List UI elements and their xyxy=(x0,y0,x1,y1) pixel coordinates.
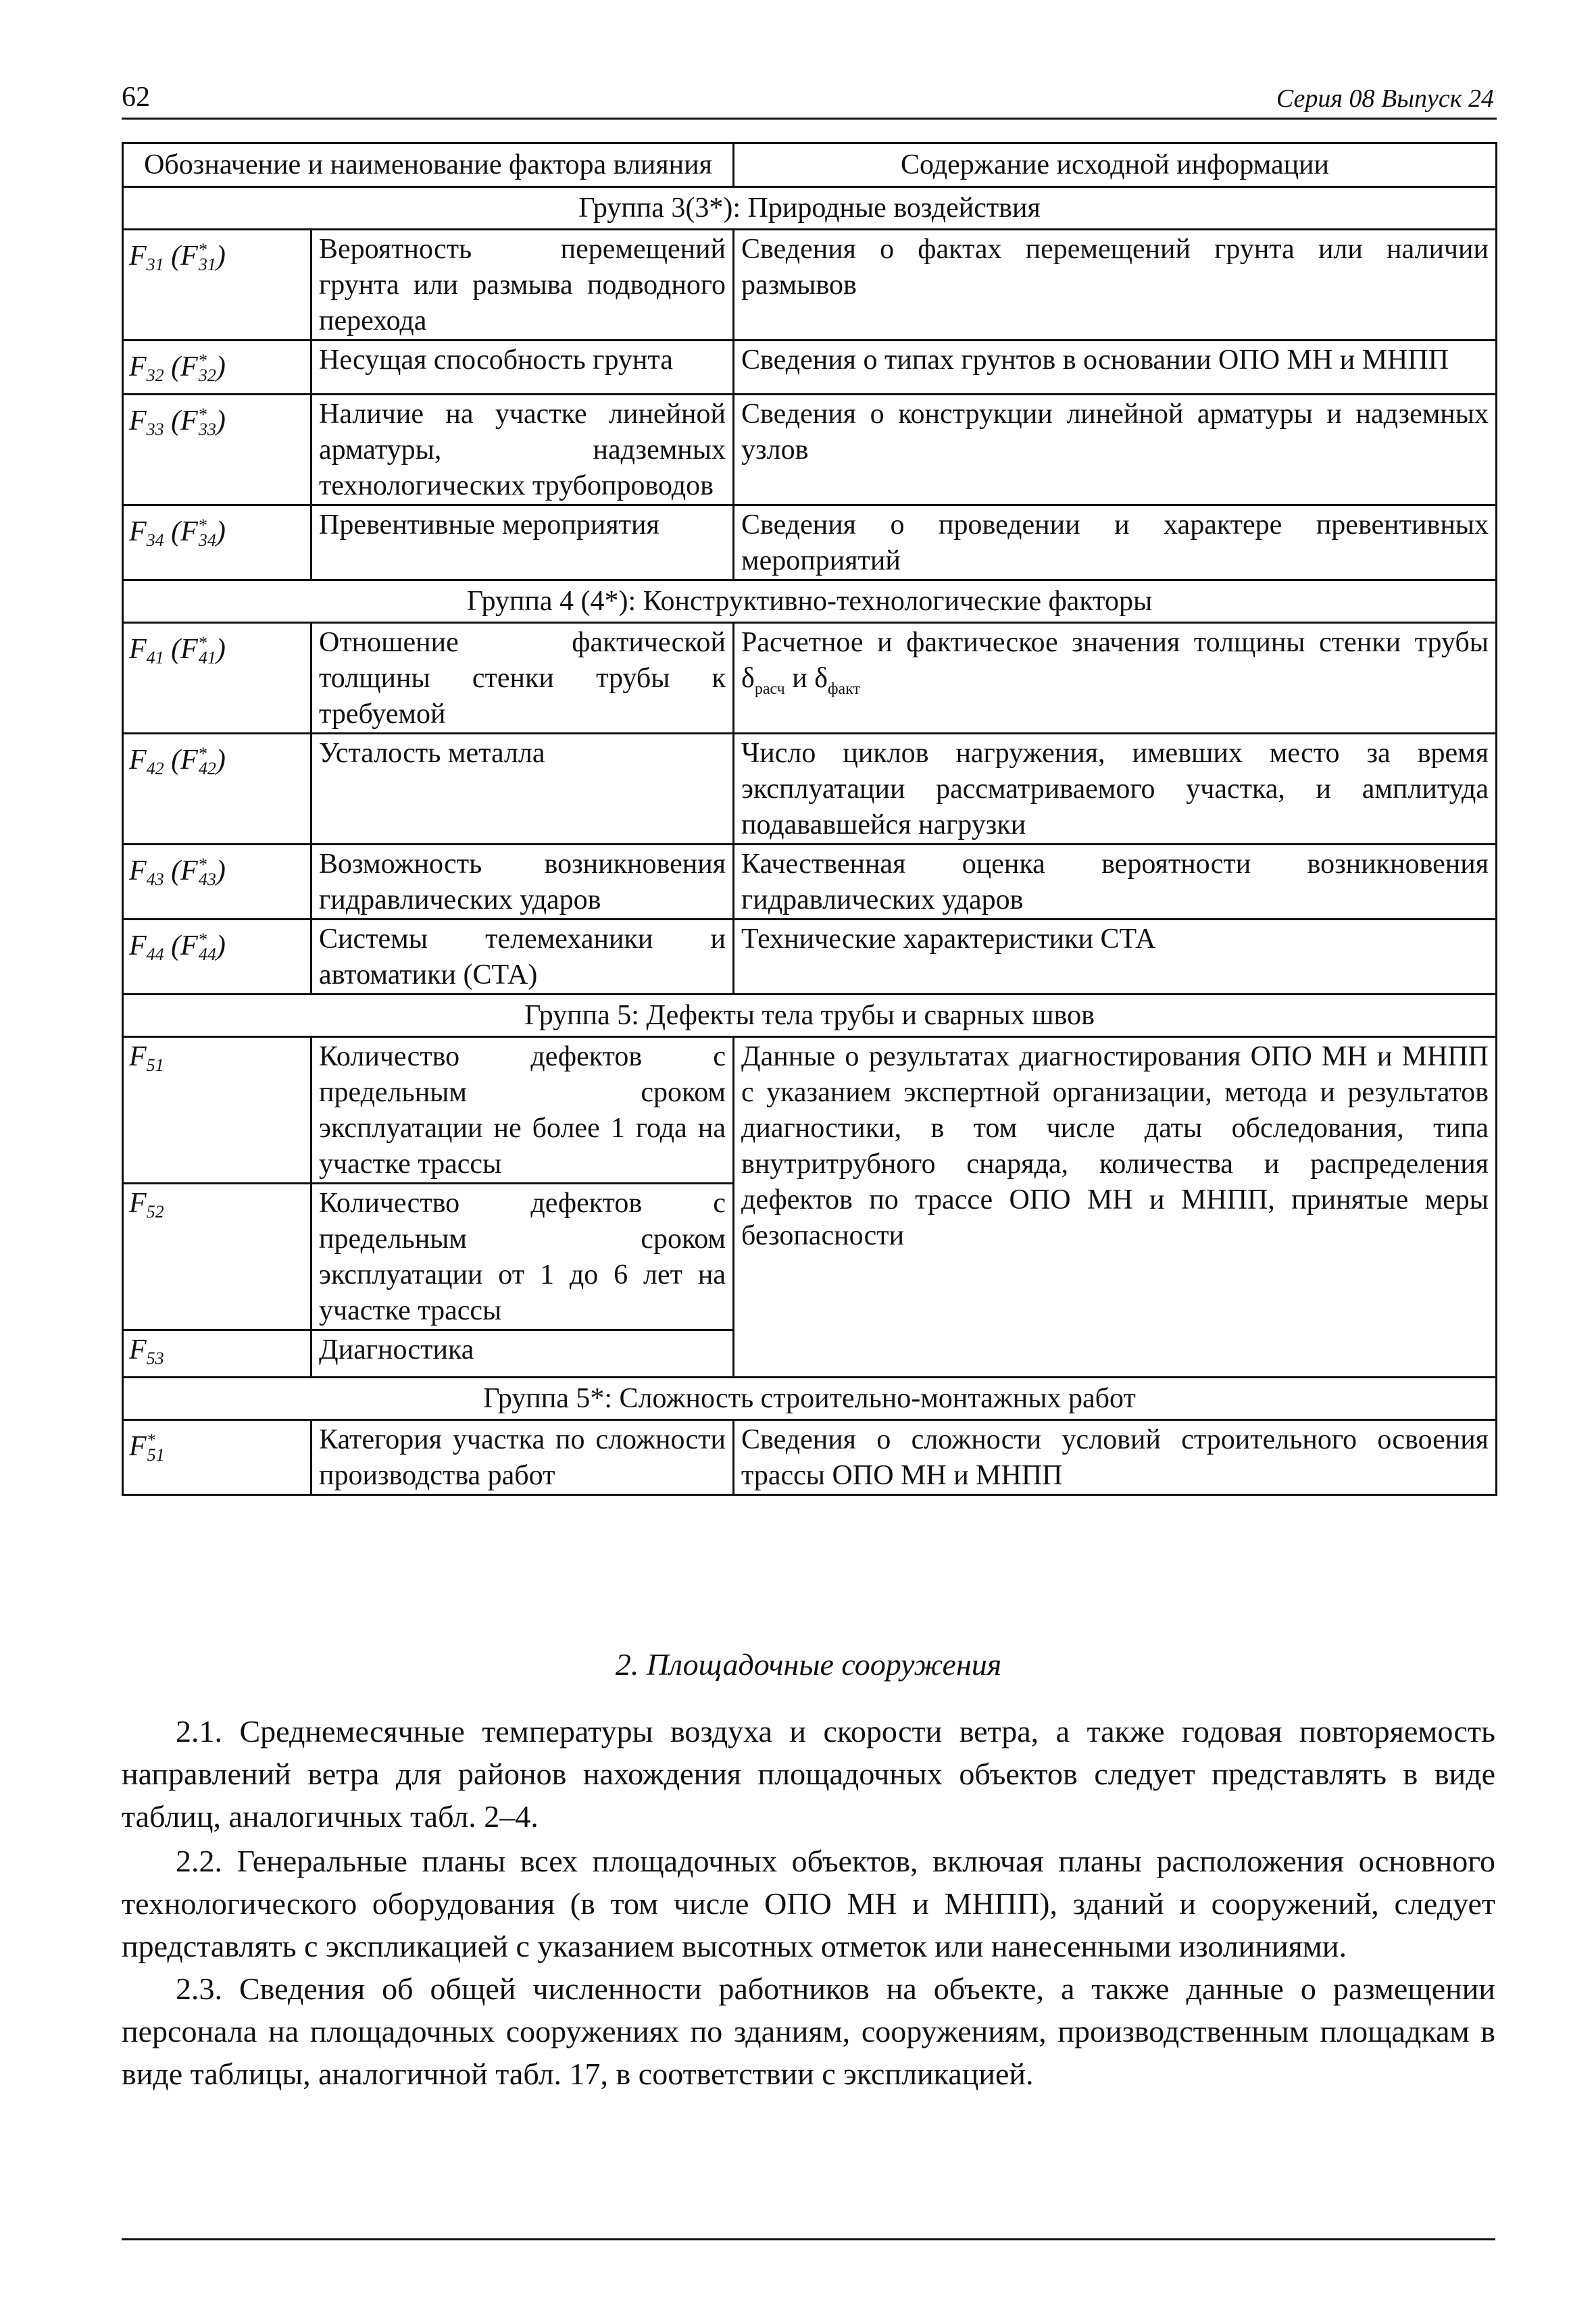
table-row xyxy=(123,341,1497,395)
factor-code: $F_{51}$ xyxy=(123,1037,311,1184)
factor-info: Сведения о конструкции линейной арматуры и надземных узлов xyxy=(734,395,1497,505)
factor-name: Количество дефектов с предельным сроком эксплуатации не более 1 года на участке трассы xyxy=(311,1037,734,1184)
group-title: Группа 3(3*): Природные воздействия xyxy=(123,187,1497,230)
group-title: Группа 5*: Сложность строительно-монтажных работ xyxy=(123,1378,1497,1420)
page-number: 62 xyxy=(122,82,150,113)
page-header xyxy=(122,81,1497,120)
factor-info: Число циклов нагружения, имевших место за время эксплуатации рассматриваемого участка, и амплитуда подававшейся нагрузки xyxy=(734,734,1497,845)
factor-name: Возможность возникновения гидравлических ударов xyxy=(311,845,734,920)
factor-code: $F_{44}$ $(F^*_{44})$ xyxy=(123,920,311,995)
paragraph: 2.2. Генеральные планы всех площадочных объектов, включая планы расположения основного технологического оборудования (в том числе ОПО МН и МНПП), зданий и сооружений, следует представлять с экспликацией с указанием высотных отметок или нанесенными изолиниями. xyxy=(122,1844,1495,1963)
factor-name: Количество дефектов с предельным сроком эксплуатации от 1 до 6 лет на участке трассы xyxy=(311,1184,734,1330)
table-header-row xyxy=(123,143,1497,187)
factor-code: $F^*_{51}$ xyxy=(123,1420,311,1495)
factor-info: Расчетное и фактическое значения толщины стенки трубы $\delta_{расч}$ и $\delta_{факт}$ xyxy=(734,623,1497,734)
paragraph: 2.3. Сведения об общей численности работников на объекте, а также данные о размещении персонала на площадочных сооружениях по зданиям, сооружениям, производственным площадкам в виде таблицы, аналогичной табл. 17, в соответствии с экспликацией. xyxy=(122,1971,1495,2091)
factor-name: Отношение фактической толщины стенки трубы к требуемой xyxy=(311,623,734,734)
section-title: 2. Площадочные сооружения xyxy=(615,1647,1002,1682)
factor-code: $F_{31}$ $(F^*_{31})$ xyxy=(123,230,311,341)
factor-code: $F_{52}$ xyxy=(123,1184,311,1330)
table-row xyxy=(123,734,1497,845)
factor-info: Сведения о проведении и характере превентивных мероприятий xyxy=(734,505,1497,580)
factor-name: Категория участка по сложности производства работ xyxy=(311,1420,734,1495)
factor-code: $F_{41}$ $(F^*_{41})$ xyxy=(123,623,311,734)
column-header-factor: Обозначение и наименование фактора влияния xyxy=(123,143,734,187)
paragraph: 2.1. Среднемесячные температуры воздуха и скорости ветра, а также годовая повторяемость направлений ветра для районов нахождения площадочных объектов следует представлять в виде таблиц, аналогичных табл. 2–4. xyxy=(122,1714,1495,1834)
factor-code: $F_{43}$ $(F^*_{43})$ xyxy=(123,845,311,920)
factor-info: Сведения о типах грунтов в основании ОПО МН и МНПП xyxy=(734,341,1497,395)
series-title: Серия 08 Выпуск 24 xyxy=(1276,84,1494,113)
factor-info: Сведения о сложности условий строительного освоения трассы ОПО МН и МНПП xyxy=(734,1420,1497,1495)
factor-code: $F_{42}$ $(F^*_{42})$ xyxy=(123,734,311,845)
factor-info: Сведения о фактах перемещений грунта или наличии размывов xyxy=(734,230,1497,341)
factor-code: $F_{32}$ $(F^*_{32})$ xyxy=(123,341,311,395)
column-header-info: Содержание исходной информации xyxy=(734,143,1497,187)
factor-info-shared: Данные о результатах диагностирования ОПО МН и МНПП с указанием экспертной организации, метода и результатов диагностики, в том числе даты обследования, типа внутритрубного снаряда, количества и распределения дефектов по трассе ОПО МН и МНПП, принятые меры безопасности xyxy=(734,1037,1497,1378)
group-title: Группа 4 (4*): Конструктивно-технологические факторы xyxy=(123,580,1497,623)
table-row xyxy=(123,505,1497,580)
table-row xyxy=(123,230,1497,341)
table-row xyxy=(123,845,1497,920)
factor-info: Технические характеристики СТА xyxy=(734,920,1497,995)
factor-name: Диагностика xyxy=(311,1330,734,1378)
footer-rule xyxy=(122,2238,1495,2240)
table-row xyxy=(123,395,1497,505)
table-row xyxy=(123,1420,1497,1495)
table-row xyxy=(123,623,1497,734)
factor-code: $F_{33}$ $(F^*_{33})$ xyxy=(123,395,311,505)
factors-table xyxy=(122,142,1497,1496)
factor-name: Наличие на участке линейной арматуры, надземных технологических трубопроводов xyxy=(311,395,734,505)
factor-name: Вероятность перемещений грунта или размыва подводного перехода xyxy=(311,230,734,341)
table-row xyxy=(123,920,1497,995)
group-title: Группа 5: Дефекты тела трубы и сварных швов xyxy=(123,995,1497,1037)
factor-name: Усталость металла xyxy=(311,734,734,845)
factor-code: $F_{34}$ $(F^*_{34})$ xyxy=(123,505,311,580)
factor-name: Несущая способность грунта xyxy=(311,341,734,395)
factor-code: $F_{53}$ xyxy=(123,1330,311,1378)
table-row xyxy=(123,1037,1497,1184)
factor-name: Превентивные мероприятия xyxy=(311,505,734,580)
factor-info: Качественная оценка вероятности возникновения гидравлических ударов xyxy=(734,845,1497,920)
factor-name: Системы телемеханики и автоматики (СТА) xyxy=(311,920,734,995)
